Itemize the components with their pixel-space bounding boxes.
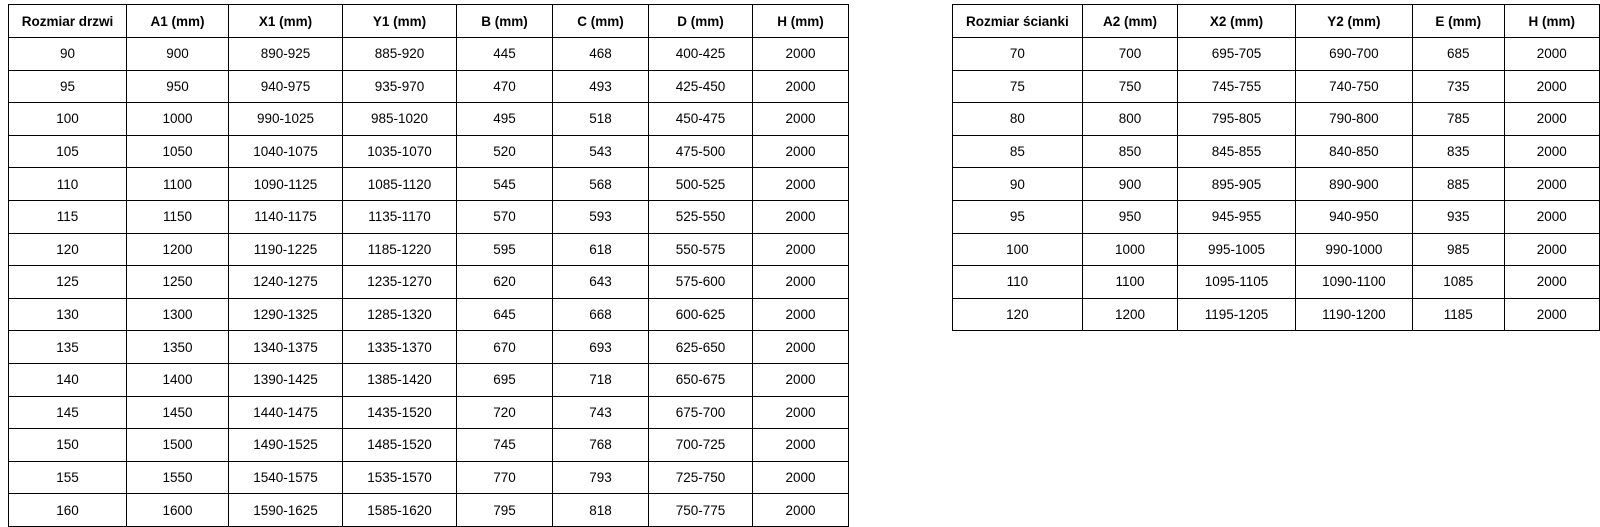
table-cell: 695-705 [1178,38,1295,71]
table-cell: 90 [953,168,1083,201]
table-cell: 850 [1082,135,1178,168]
table-cell: 2000 [753,298,849,331]
table-row [9,103,849,136]
table-cell: 90 [9,38,127,71]
table-cell: 695 [457,363,553,396]
walls-column-header: X2 (mm) [1178,5,1295,38]
table-cell: 685 [1413,38,1504,71]
table-cell: 1285-1320 [343,298,457,331]
table-cell: 2000 [1504,266,1599,299]
table-cell: 700-725 [649,429,753,462]
table-cell: 525-550 [649,200,753,233]
table-cell: 1085-1120 [343,168,457,201]
table-cell: 70 [953,38,1083,71]
table-cell: 1200 [1082,298,1178,331]
table-cell: 1085 [1413,266,1504,299]
doors-column-header: H (mm) [753,5,849,38]
table-cell: 985-1020 [343,103,457,136]
table-row [9,168,849,201]
table-cell: 575-600 [649,266,753,299]
table-cell: 85 [953,135,1083,168]
table-cell: 495 [457,103,553,136]
table-cell: 95 [9,70,127,103]
table-cell: 120 [9,233,127,266]
table-cell: 750-775 [649,494,753,527]
table-cell: 500-525 [649,168,753,201]
walls-table-body [953,38,1600,331]
table-cell: 743 [553,396,649,429]
table-cell: 450-475 [649,103,753,136]
doors-column-header: B (mm) [457,5,553,38]
table-cell: 105 [9,135,127,168]
table-row [9,298,849,331]
table-cell: 120 [953,298,1083,331]
table-cell: 445 [457,38,553,71]
table-cell: 475-500 [649,135,753,168]
table-cell: 110 [9,168,127,201]
walls-column-header: Rozmiar ścianki [953,5,1083,38]
table-cell: 1350 [127,331,229,364]
table-cell: 990-1025 [229,103,343,136]
table-cell: 845-855 [1178,135,1295,168]
table-cell: 145 [9,396,127,429]
table-cell: 80 [953,103,1083,136]
walls-column-header: A2 (mm) [1082,5,1178,38]
table-cell: 1400 [127,363,229,396]
table-cell: 735 [1413,70,1504,103]
table-cell: 950 [127,70,229,103]
table-cell: 493 [553,70,649,103]
table-cell: 643 [553,266,649,299]
table-cell: 2000 [753,396,849,429]
table-cell: 520 [457,135,553,168]
table-cell: 795 [457,494,553,527]
table-cell: 2000 [753,266,849,299]
table-cell: 400-425 [649,38,753,71]
table-cell: 693 [553,331,649,364]
table-cell: 1090-1125 [229,168,343,201]
table-cell: 425-450 [649,70,753,103]
table-cell: 1535-1570 [343,461,457,494]
table-row [9,266,849,299]
walls-column-header: H (mm) [1504,5,1599,38]
table-cell: 675-700 [649,396,753,429]
doors-table-body [9,38,849,527]
table-cell: 795-805 [1178,103,1295,136]
table-cell: 718 [553,363,649,396]
table-cell: 618 [553,233,649,266]
table-cell: 1040-1075 [229,135,343,168]
table-row [9,135,849,168]
table-cell: 1385-1420 [343,363,457,396]
table-cell: 995-1005 [1178,233,1295,266]
table-cell: 645 [457,298,553,331]
table-row [953,298,1600,331]
table-cell: 95 [953,200,1083,233]
table-cell: 1185 [1413,298,1504,331]
table-cell: 2000 [753,429,849,462]
table-cell: 1250 [127,266,229,299]
table-cell: 1500 [127,429,229,462]
table-cell: 770 [457,461,553,494]
table-cell: 1235-1270 [343,266,457,299]
table-cell: 100 [953,233,1083,266]
table-cell: 2000 [1504,298,1599,331]
table-cell: 1290-1325 [229,298,343,331]
table-cell: 2000 [753,135,849,168]
walls-column-header: Y2 (mm) [1295,5,1412,38]
table-row [953,266,1600,299]
table-cell: 1000 [127,103,229,136]
table-row [9,461,849,494]
table-row [953,200,1600,233]
table-cell: 625-650 [649,331,753,364]
table-cell: 150 [9,429,127,462]
table-cell: 1600 [127,494,229,527]
table-cell: 885-920 [343,38,457,71]
table-cell: 550-575 [649,233,753,266]
table-cell: 2000 [753,233,849,266]
table-cell: 650-675 [649,363,753,396]
table-cell: 800 [1082,103,1178,136]
table-cell: 1140-1175 [229,200,343,233]
table-cell: 950 [1082,200,1178,233]
table-cell: 1340-1375 [229,331,343,364]
table-cell: 785 [1413,103,1504,136]
table-cell: 2000 [1504,168,1599,201]
table-cell: 1035-1070 [343,135,457,168]
table-cell: 2000 [753,70,849,103]
table-cell: 720 [457,396,553,429]
table-row [953,70,1600,103]
table-cell: 1000 [1082,233,1178,266]
table-cell: 125 [9,266,127,299]
table-cell: 2000 [753,200,849,233]
table-cell: 890-900 [1295,168,1412,201]
table-cell: 1195-1205 [1178,298,1295,331]
doors-dimensions-table-container [8,4,849,527]
table-cell: 895-905 [1178,168,1295,201]
table-cell: 2000 [753,461,849,494]
table-cell: 2000 [753,363,849,396]
table-cell: 945-955 [1178,200,1295,233]
table-cell: 745-755 [1178,70,1295,103]
doors-column-header: X1 (mm) [229,5,343,38]
table-cell: 600-625 [649,298,753,331]
table-cell: 595 [457,233,553,266]
table-cell: 1440-1475 [229,396,343,429]
walls-dimensions-table-container [952,4,1600,331]
table-cell: 1300 [127,298,229,331]
walls-column-header: E (mm) [1413,5,1504,38]
doors-dimensions-table [8,4,849,527]
table-cell: 1550 [127,461,229,494]
table-cell: 1190-1225 [229,233,343,266]
walls-table-head [953,5,1600,38]
table-cell: 668 [553,298,649,331]
table-cell: 518 [553,103,649,136]
table-cell: 935-970 [343,70,457,103]
table-cell: 935 [1413,200,1504,233]
table-cell: 793 [553,461,649,494]
table-cell: 1450 [127,396,229,429]
table-cell: 1390-1425 [229,363,343,396]
table-cell: 160 [9,494,127,527]
table-cell: 2000 [1504,233,1599,266]
table-cell: 1185-1220 [343,233,457,266]
table-cell: 570 [457,200,553,233]
table-row [9,363,849,396]
doors-column-header: C (mm) [553,5,649,38]
table-cell: 740-750 [1295,70,1412,103]
table-cell: 890-925 [229,38,343,71]
table-cell: 2000 [1504,135,1599,168]
table-cell: 1090-1100 [1295,266,1412,299]
table-cell: 1150 [127,200,229,233]
table-cell: 1050 [127,135,229,168]
table-cell: 2000 [753,38,849,71]
table-cell: 700 [1082,38,1178,71]
table-cell: 1485-1520 [343,429,457,462]
table-cell: 2000 [753,494,849,527]
table-cell: 135 [9,331,127,364]
table-cell: 1095-1105 [1178,266,1295,299]
table-cell: 2000 [1504,103,1599,136]
table-cell: 940-950 [1295,200,1412,233]
table-cell: 1190-1200 [1295,298,1412,331]
table-cell: 110 [953,266,1083,299]
table-row [9,38,849,71]
table-cell: 155 [9,461,127,494]
table-row [953,103,1600,136]
doors-column-header: Rozmiar drzwi [9,5,127,38]
table-row [9,429,849,462]
table-row [9,396,849,429]
table-cell: 940-975 [229,70,343,103]
table-cell: 100 [9,103,127,136]
table-cell: 1435-1520 [343,396,457,429]
table-row [9,233,849,266]
table-cell: 670 [457,331,553,364]
table-cell: 2000 [1504,38,1599,71]
table-cell: 2000 [753,168,849,201]
table-cell: 1585-1620 [343,494,457,527]
table-row [9,70,849,103]
table-cell: 568 [553,168,649,201]
table-cell: 468 [553,38,649,71]
doors-column-header: Y1 (mm) [343,5,457,38]
table-cell: 130 [9,298,127,331]
table-header-row [9,5,849,38]
table-row [953,233,1600,266]
table-cell: 900 [1082,168,1178,201]
table-cell: 840-850 [1295,135,1412,168]
table-row [953,168,1600,201]
doors-table-head [9,5,849,38]
table-cell: 620 [457,266,553,299]
table-cell: 2000 [753,103,849,136]
table-cell: 1135-1170 [343,200,457,233]
doors-column-header: A1 (mm) [127,5,229,38]
table-cell: 1335-1370 [343,331,457,364]
table-cell: 1200 [127,233,229,266]
table-header-row [953,5,1600,38]
table-cell: 900 [127,38,229,71]
table-cell: 1590-1625 [229,494,343,527]
table-cell: 1240-1275 [229,266,343,299]
table-cell: 818 [553,494,649,527]
table-cell: 990-1000 [1295,233,1412,266]
table-row [9,494,849,527]
table-cell: 985 [1413,233,1504,266]
table-cell: 2000 [1504,70,1599,103]
table-row [953,38,1600,71]
table-cell: 1100 [1082,266,1178,299]
table-cell: 593 [553,200,649,233]
table-cell: 1490-1525 [229,429,343,462]
table-row [9,331,849,364]
table-cell: 2000 [753,331,849,364]
table-row [953,135,1600,168]
table-cell: 750 [1082,70,1178,103]
table-cell: 725-750 [649,461,753,494]
table-cell: 768 [553,429,649,462]
table-cell: 545 [457,168,553,201]
table-cell: 835 [1413,135,1504,168]
table-cell: 470 [457,70,553,103]
table-cell: 1540-1575 [229,461,343,494]
table-cell: 885 [1413,168,1504,201]
table-cell: 690-700 [1295,38,1412,71]
table-row [9,200,849,233]
table-cell: 140 [9,363,127,396]
table-cell: 1100 [127,168,229,201]
table-cell: 543 [553,135,649,168]
walls-dimensions-table [952,4,1600,331]
table-cell: 2000 [1504,200,1599,233]
table-cell: 745 [457,429,553,462]
table-cell: 115 [9,200,127,233]
doors-column-header: D (mm) [649,5,753,38]
table-cell: 75 [953,70,1083,103]
table-cell: 790-800 [1295,103,1412,136]
